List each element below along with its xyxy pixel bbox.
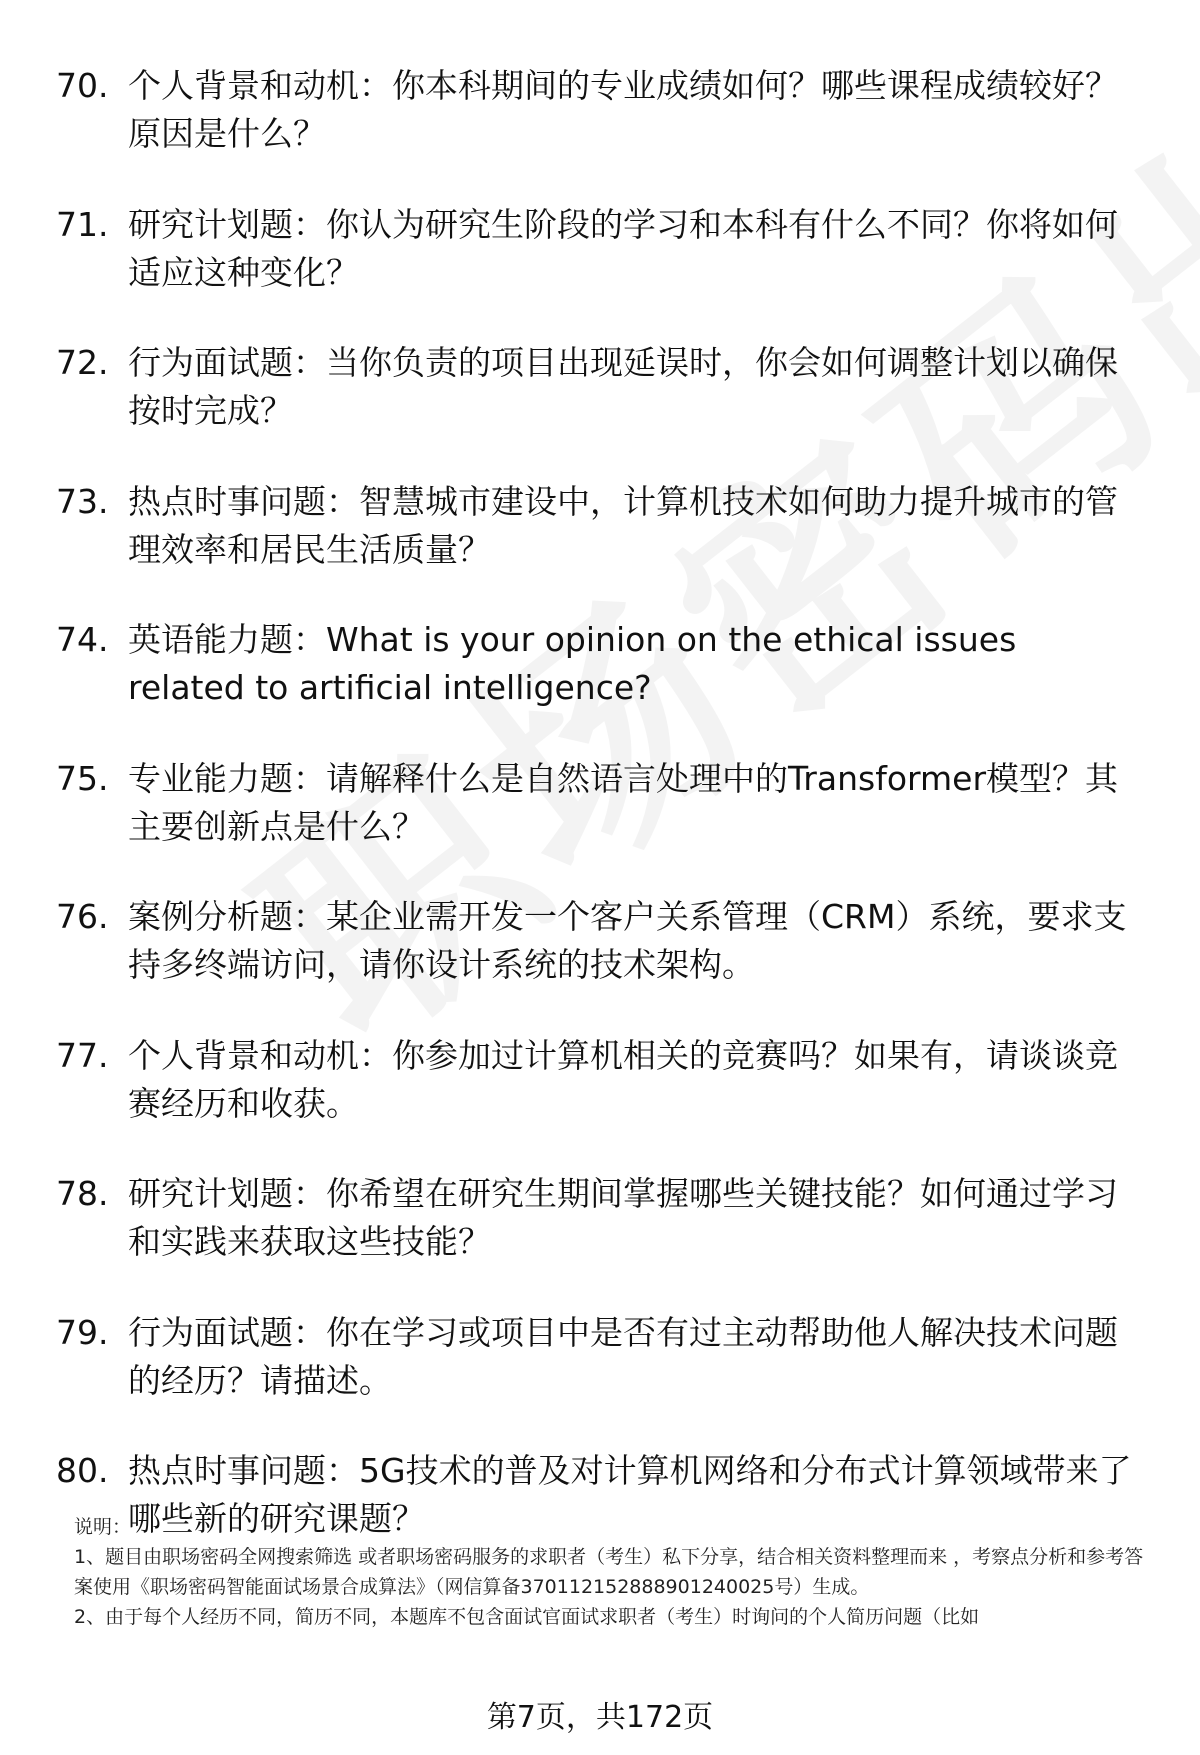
question-number: 76. [56, 897, 109, 936]
question-number: 78. [56, 1174, 109, 1213]
question-number: 70. [56, 66, 109, 105]
question-item [56, 755, 1146, 851]
question-item [56, 201, 1146, 297]
question-text: 案例分析题：某企业需开发一个客户关系管理（CRM）系统，要求支持多终端访问，请你设计系统的技术架构。 [128, 897, 1127, 984]
page-number: 第7页，共172页 [486, 1700, 714, 1735]
question-number: 80. [56, 1451, 109, 1490]
question-item [56, 616, 1146, 712]
notes-item: 2、由于每个人经历不同，简历不同，本题库不包含面试官面试求职者（考生）时询问的个人简历问题（比如 [74, 1606, 980, 1628]
notes-item: 1、题目由职场密码全网搜索筛选 或者职场密码服务的求职者（考生）私下分享，结合相关资料整理而来 ，考察点分析和参考答案使用《职场密码智能面试场景合成算法》（网信算备370112152888901240025号）生成。 [74, 1546, 1144, 1598]
question-list [56, 62, 1146, 1586]
question-text: 英语能力题：What is your opinion on the ethical issues related to artificial intelligence? [128, 620, 1017, 707]
question-number: 73. [56, 481, 109, 521]
question-item [56, 1170, 1146, 1266]
question-item [56, 62, 1146, 158]
question-item [56, 478, 1146, 574]
question-number: 74. [56, 620, 109, 659]
question-text: 行为面试题：当你负责的项目出现延误时，你会如何调整计划以确保按时完成？ [128, 343, 1118, 430]
question-number: 72. [56, 343, 109, 382]
question-number: 77. [56, 1035, 109, 1075]
question-item [56, 893, 1146, 989]
question-item [56, 1309, 1146, 1405]
question-text: 热点时事问题：5G技术的普及对计算机网络和分布式计算领域带来了哪些新的研究课题？ [128, 1451, 1132, 1538]
question-number: 75. [56, 758, 109, 798]
question-text: 个人背景和动机：你本科期间的专业成绩如何？哪些课程成绩较好？原因是什么？ [128, 66, 1118, 153]
question-text: 行为面试题：你在学习或项目中是否有过主动帮助他人解决技术问题的经历？请描述。 [128, 1312, 1118, 1400]
question-number: 71. [56, 204, 109, 244]
question-text: 研究计划题：你希望在研究生期间掌握哪些关键技能？如何通过学习和实践来获取这些技能？ [128, 1174, 1118, 1261]
question-item [56, 1032, 1146, 1128]
question-text: 专业能力题：请解释什么是自然语言处理中的Transformer模型？其主要创新点是什么？ [128, 758, 1119, 846]
question-number: 79. [56, 1312, 109, 1352]
notes-section [74, 1512, 1154, 1632]
question-text: 研究计划题：你认为研究生阶段的学习和本科有什么不同？你将如何适应这种变化？ [128, 204, 1118, 292]
question-text: 热点时事问题：智慧城市建设中，计算机技术如何助力提升城市的管理效率和居民生活质量？ [128, 481, 1118, 569]
notes-heading: 说明： [74, 1516, 132, 1538]
question-text: 个人背景和动机：你参加过计算机相关的竞赛吗？如果有，请谈谈竞赛经历和收获。 [128, 1035, 1118, 1123]
question-item [56, 339, 1146, 435]
